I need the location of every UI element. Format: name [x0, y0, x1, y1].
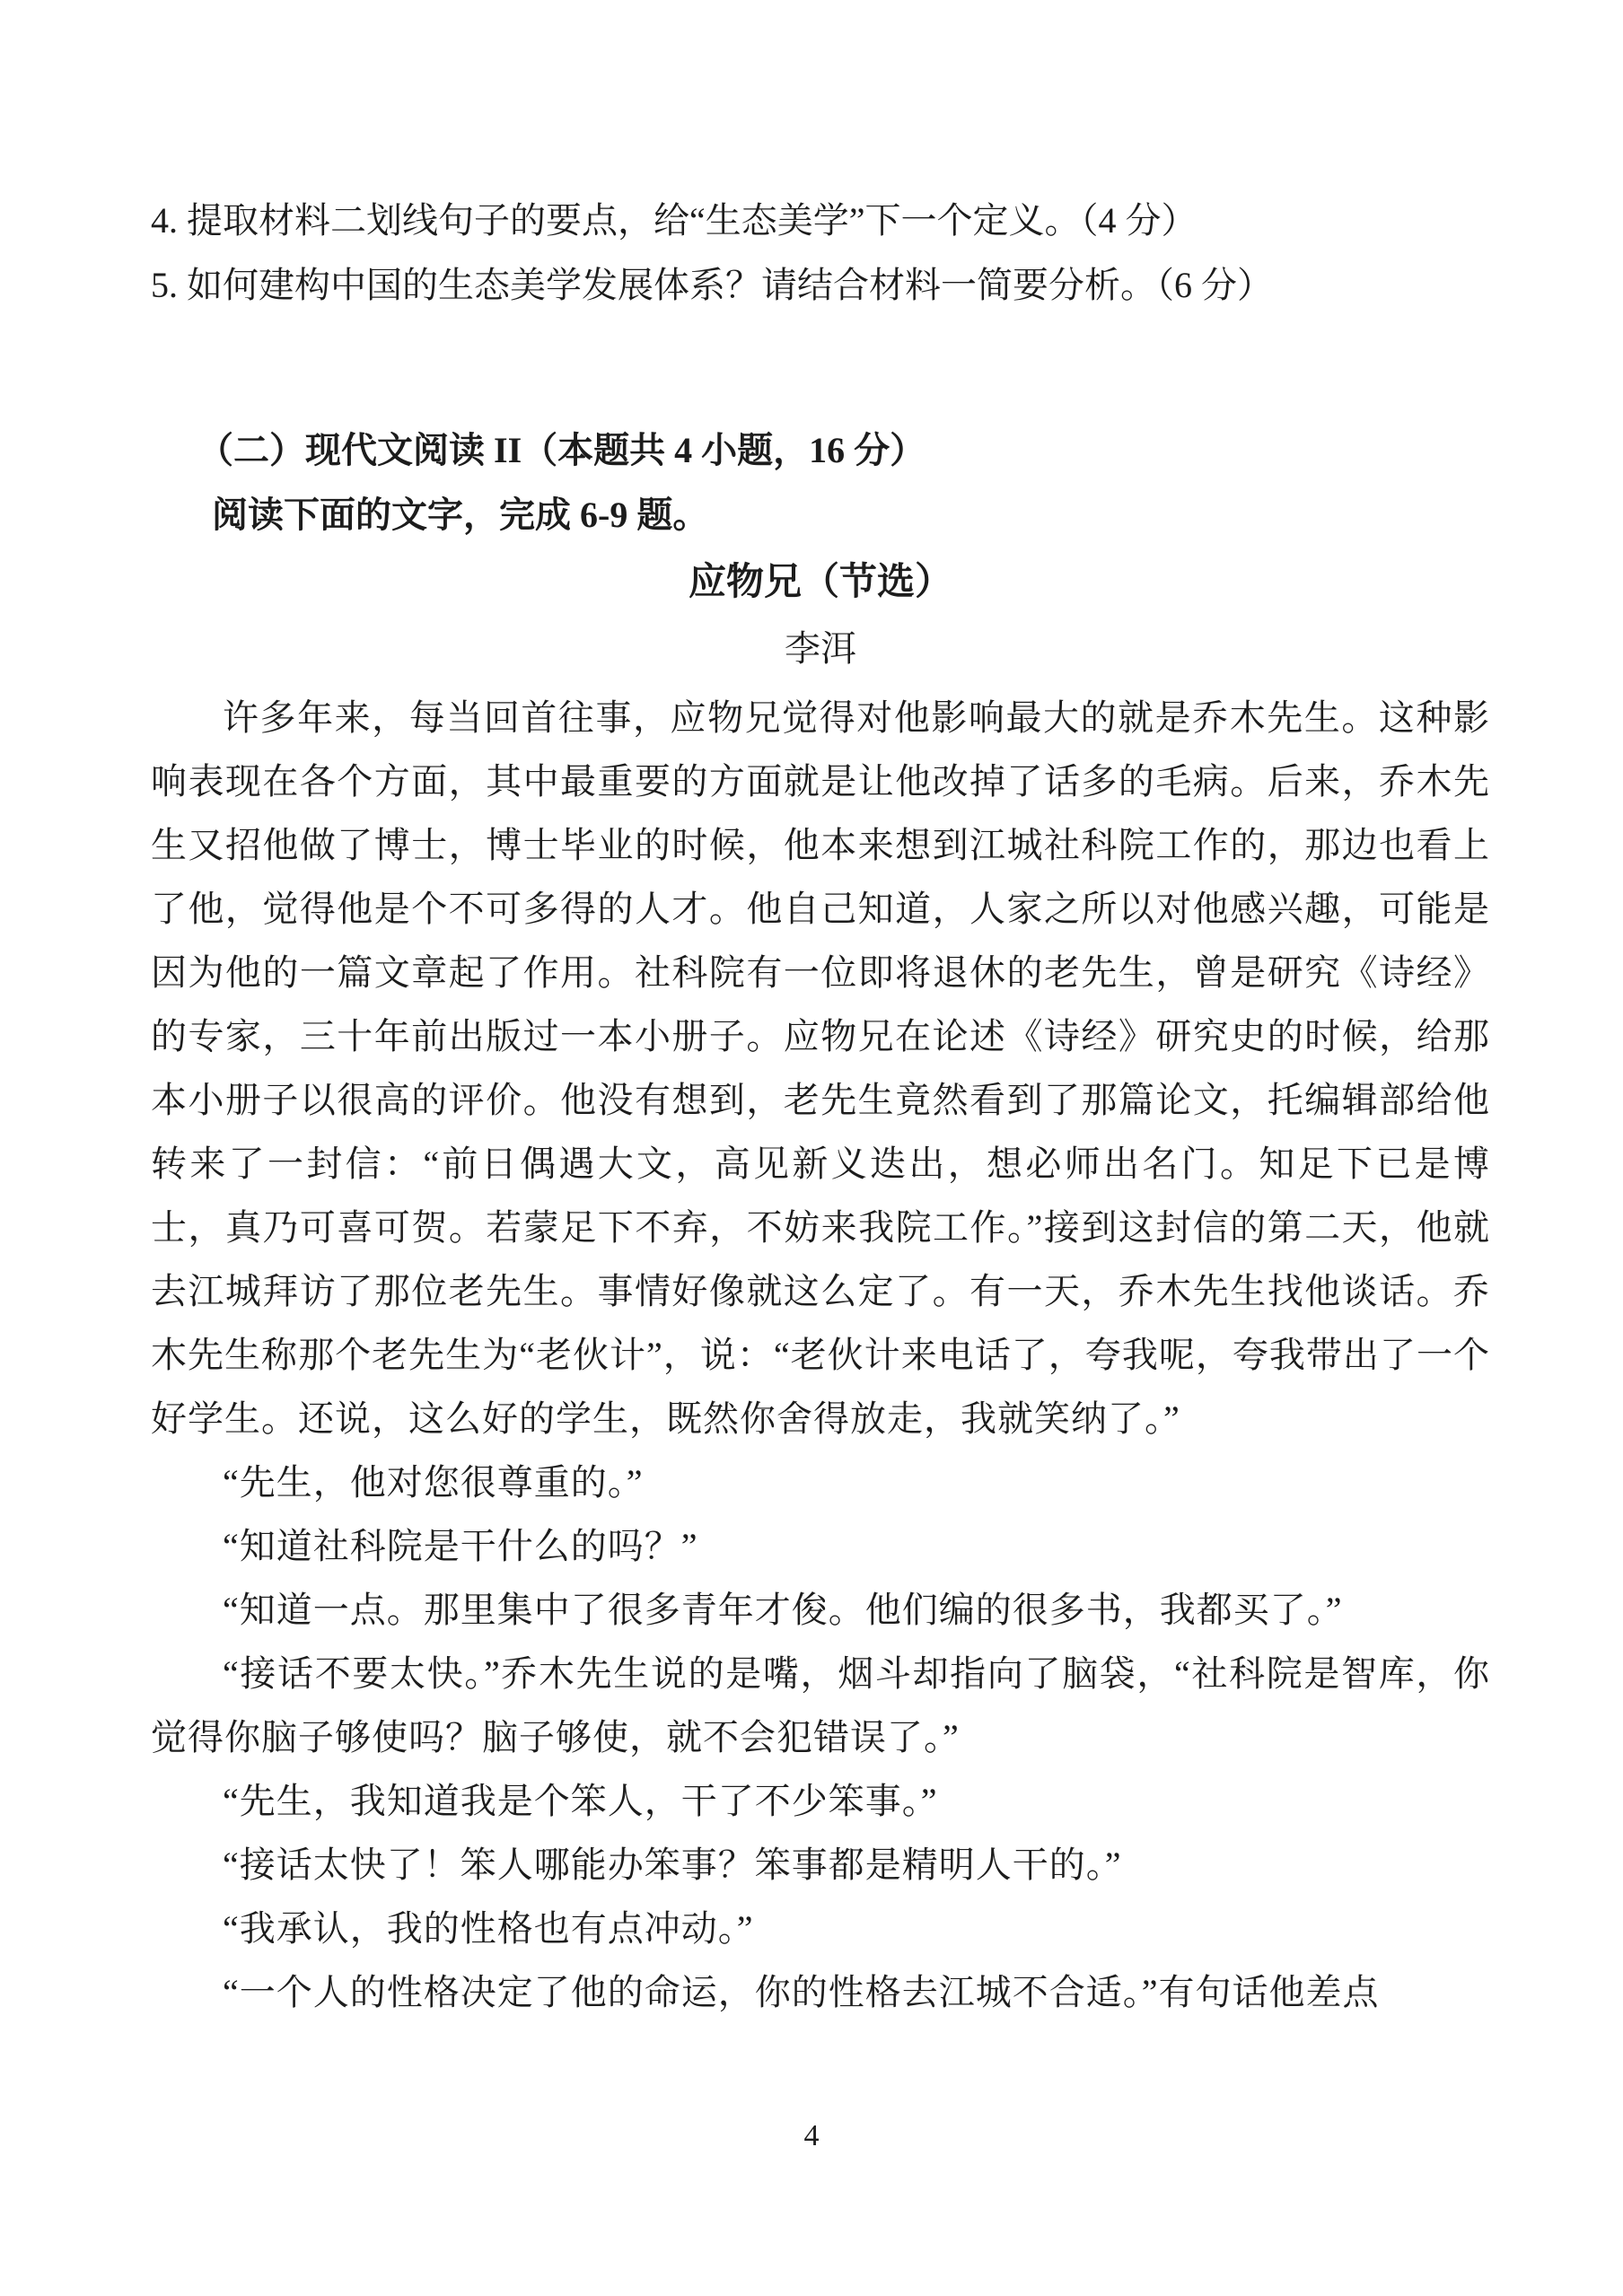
dialogue-line: “接话太快了！笨人哪能办笨事？笨事都是精明人干的。” [223, 1845, 1122, 1885]
dialogue-line: “先生，他对您很尊重的。” [223, 1462, 644, 1503]
passage-author: 李洱 [785, 628, 856, 669]
dialogue-line: “知道一点。那里集中了很多青年才俊。他们编的很多书，我都买了。” [223, 1590, 1343, 1630]
passage-paragraph: 许多年来，每当回首往事，应物兄觉得对他影响最大的就是乔木先生。这种影响表现在各个方面，其中最重要的方面就是让他改掉了话多的毛病。后来，乔木先生又招他做了博士，博士毕业的时候，他本来想到江城社科院工作的，那边也看上了他，觉得他是个不可多得的人才。他自己知道，人家之所以对他感兴趣，可能是因为他的一篇文章起了作用。社科院有一位即将退休的老先生，曾是研究《诗经》的专家，三十年前出版过一本小册子。应物兄在论述《诗经》研究史的时候，给那本小册子以很高的评价。他没有想到，老先生竟然看到了那篇论文，托编辑部给他转来了一封信：“前日偶遇大文，高见新义迭出，想必师出名门。知足下已是博士，真乃可喜可贺。若蒙足下不弃，不妨来我院工作。”接到这封信的第二天，他就去江城拜访了那位老先生。事情好像就这么定了。有一天，乔木先生找他谈话。乔木先生称那个老先生为“老伙计”，说：“老伙计来电话了，夸我呢，夸我带出了一个好学生。还说，这么好的学生，既然你舍得放走，我就笑纳了。” [151, 697, 1490, 1439]
passage-title: 应物兄（节选） [688, 562, 952, 603]
page-content [151, 188, 1490, 2024]
question-5: 5. 如何建构中国的生态美学发展体系？请结合材料一简要分析。（6 分） [151, 265, 1273, 305]
dialogue-line: “先生，我知道我是个笨人，干了不少笨事。” [223, 1781, 938, 1821]
dialogue-line: “接话不要太快。”乔木先生说的是嘴，烟斗却指向了脑袋，“社科院是智库，你觉得你脑子够使吗？脑子够使，就不会犯错误了。” [151, 1653, 1490, 1757]
dialogue-line: “知道社科院是干什么的吗？” [223, 1526, 698, 1566]
dialogue-line: “我承认，我的性格也有点冲动。” [223, 1908, 754, 1949]
page-number: 4 [803, 2119, 820, 2152]
reading-instruction: 阅读下面的文字，完成 6-9 题。 [212, 495, 709, 535]
section-heading: （二）现代文阅读 II（本题共 4 小题，16 分） [197, 430, 926, 470]
dialogue-line: “一个人的性格决定了他的命运，你的性格去江城不合适。”有句话他差点 [223, 1972, 1380, 2012]
question-4: 4. 提取材料二划线句子的要点，给“生态美学”下一个定义。（4 分） [151, 200, 1198, 241]
